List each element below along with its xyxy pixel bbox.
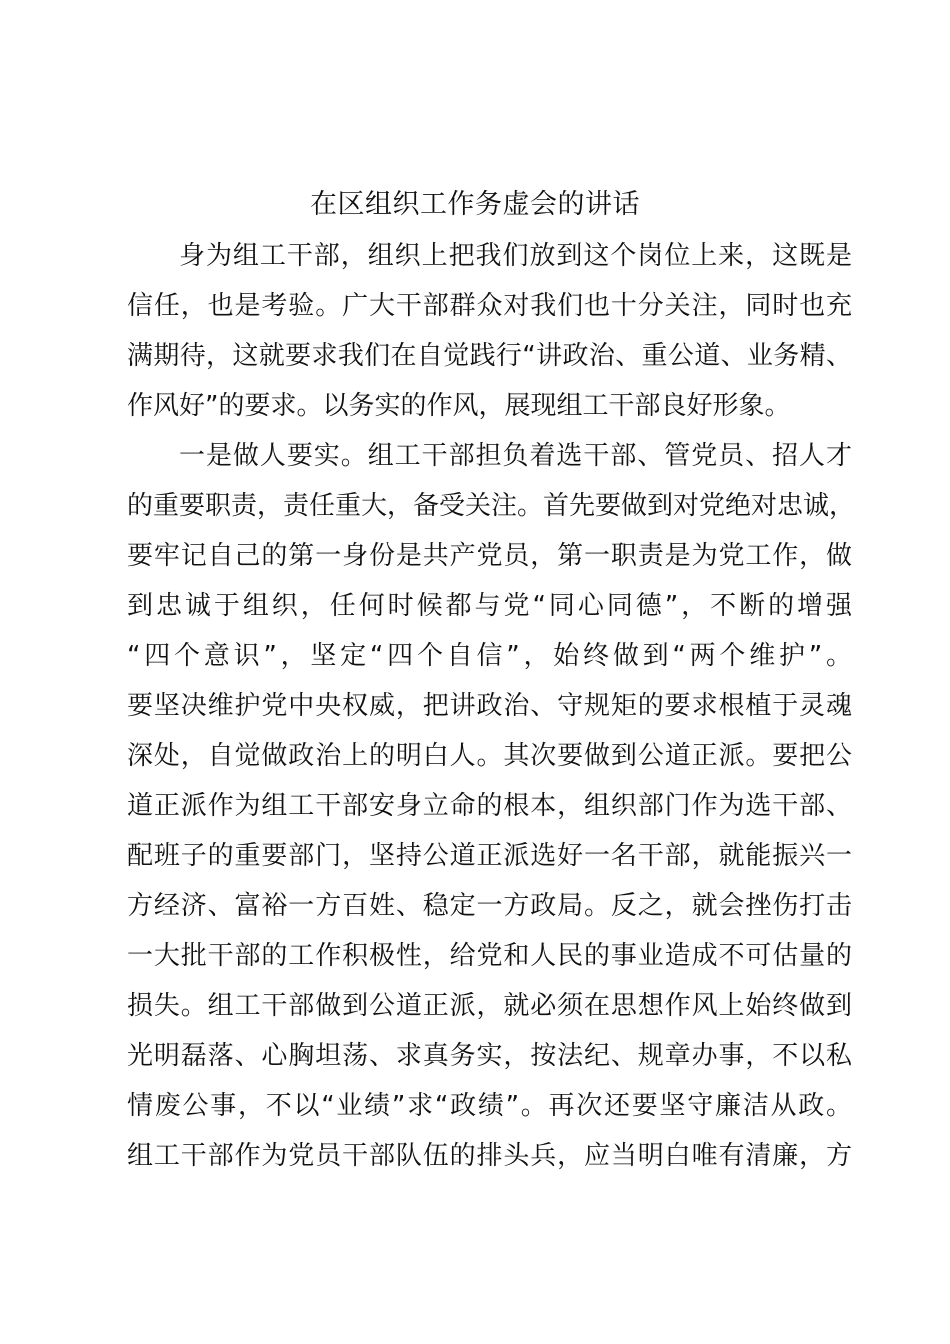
paragraph-2-line-3: 要牢记自己的第一身份是共产党员，第一职责是为党工作，做 (127, 541, 852, 571)
paragraph-2-line-15: 组工干部作为党员干部队伍的排头兵，应当明白唯有清廉，方 (127, 1141, 852, 1171)
paragraph-2-line-7: 深处，自觉做政治上的明白人。其次要做到公道正派。要把公 (127, 741, 852, 771)
paragraph-1-line-4: 作风好”的要求。以务实的作风，展现组工干部良好形象。 (127, 391, 791, 421)
paragraph-2-line-5: “四个意识”，坚定“四个自信”，始终做到“两个维护”。 (127, 641, 852, 671)
paragraph-2-line-10: 方经济、富裕一方百姓、稳定一方政局。反之，就会挫伤打击 (127, 891, 852, 921)
paragraph-2-line-11: 一大批干部的工作积极性，给党和人民的事业造成不可估量的 (127, 941, 852, 971)
paragraph-2-line-4: 到忠诚于组织，任何时候都与党“同心同德”，不断的增强 (127, 591, 852, 621)
paragraph-2-line-8: 道正派作为组工干部安身立命的根本，组织部门作为选干部、 (127, 791, 852, 821)
document-title: 在区组织工作务虚会的讲话 (310, 189, 640, 220)
paragraph-1-line-1: 身为组工干部，组织上把我们放到这个岗位上来，这既是 (179, 241, 852, 271)
paragraph-2-line-13: 光明磊落、心胸坦荡、求真务实，按法纪、规章办事，不以私 (127, 1041, 852, 1071)
paragraph-2-line-9: 配班子的重要部门，坚持公道正派选好一名干部，就能振兴一 (127, 841, 852, 871)
paragraph-2-line-2: 的重要职责，责任重大，备受关注。首先要做到对党绝对忠诚， (127, 491, 856, 521)
paragraph-2-line-14: 情废公事，不以“业绩”求“政绩”。再次还要坚守廉洁从政。 (127, 1091, 852, 1121)
paragraph-1-line-2: 信任，也是考验。广大干部群众对我们也十分关注，同时也充 (127, 291, 852, 321)
paragraph-2-line-1: 一是做人要实。组工干部担负着选干部、管党员、招人才 (179, 441, 852, 471)
paragraph-1-line-3: 满期待，这就要求我们在自觉践行“讲政治、重公道、业务精、 (127, 341, 852, 371)
paragraph-2-line-6: 要坚决维护党中央权威，把讲政治、守规矩的要求根植于灵魂 (127, 691, 852, 721)
paragraph-2-line-12: 损失。组工干部做到公道正派，就必须在思想作风上始终做到 (127, 991, 852, 1021)
